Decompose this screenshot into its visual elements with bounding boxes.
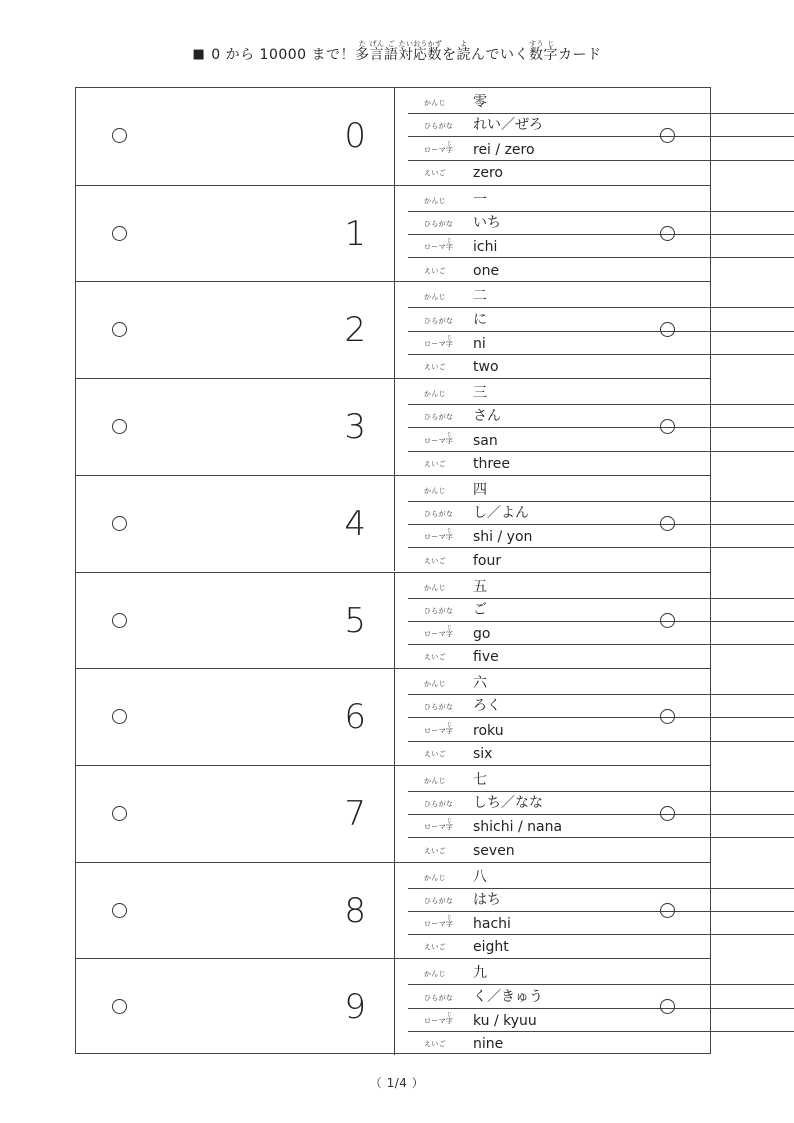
label-romaji-ji [445, 625, 454, 639]
field-hiragana [408, 308, 794, 332]
label-romaji-base: ローマ [424, 145, 446, 154]
ruby-base: 数 [427, 47, 443, 63]
ruby-base: 字 [445, 436, 454, 445]
field-value-hiragana: に [473, 311, 487, 328]
field-kanji [408, 381, 794, 405]
ruby-text: じ [445, 818, 454, 825]
title-char [398, 40, 414, 63]
field-romaji [408, 234, 794, 258]
field-kanji [408, 671, 794, 695]
field-romaji [408, 1008, 794, 1032]
field-hiragana [408, 113, 794, 137]
ruby-base: 語 [384, 47, 399, 63]
field-value-hiragana: いち [473, 214, 501, 231]
title-suffix: カード [558, 47, 602, 63]
ruby-base: 字 [543, 47, 559, 63]
ruby-base: 読 [456, 47, 472, 63]
ruby-base: 数 [529, 47, 544, 63]
field-value-kanji: 七 [473, 771, 487, 788]
field-kanji [408, 90, 794, 114]
field-value-english: seven [473, 842, 515, 859]
field-hiragana [408, 791, 794, 815]
field-label-kanji: かんじ [424, 390, 446, 399]
field-label-romaji [424, 238, 453, 252]
title-char [442, 47, 457, 63]
label-romaji-base: ローマ [424, 243, 446, 252]
card-front [76, 959, 395, 1055]
ruby-base: 対 [398, 47, 414, 63]
field-hiragana [408, 211, 794, 235]
card-front [76, 379, 395, 475]
field-kanji [408, 284, 794, 308]
card-row [76, 958, 710, 1055]
punch-hole-icon [112, 516, 127, 531]
field-label-hiragana: ひらがな [424, 413, 454, 422]
punch-hole-icon [112, 709, 127, 724]
field-value-kanji: 九 [473, 965, 487, 982]
field-label-romaji [424, 625, 453, 639]
field-romaji [408, 911, 794, 935]
field-hiragana [408, 888, 794, 912]
label-romaji-base: ローマ [424, 436, 446, 445]
field-label-romaji [424, 818, 453, 832]
field-english [408, 741, 794, 764]
field-label-romaji [424, 528, 453, 542]
punch-hole-icon [112, 806, 127, 821]
field-value-romaji: ku / kyuu [473, 1012, 537, 1029]
card-row [76, 475, 710, 572]
field-kanji [408, 478, 794, 502]
field-label-english: えいご [424, 556, 446, 565]
field-label-hiragana: ひらがな [424, 896, 454, 905]
field-label-hiragana: ひらがな [424, 122, 454, 131]
card-front [76, 186, 395, 282]
field-label-romaji [424, 722, 453, 736]
field-kanji [408, 865, 794, 889]
ruby-text: げん [369, 40, 385, 48]
field-label-hiragana: ひらがな [424, 219, 454, 228]
punch-hole-icon [660, 419, 675, 434]
label-romaji-base: ローマ [424, 726, 446, 735]
field-value-kanji: 二 [473, 288, 487, 305]
field-value-hiragana: ご [473, 601, 487, 618]
field-kanji [408, 768, 794, 792]
field-romaji [408, 814, 794, 838]
label-romaji-base: ローマ [424, 339, 446, 348]
field-label-hiragana: ひらがな [424, 606, 454, 615]
field-value-english: three [473, 455, 511, 472]
field-romaji [408, 428, 794, 452]
card-row [76, 572, 710, 669]
ruby-base: 字 [445, 823, 454, 832]
card-numeral: 8 [344, 890, 366, 931]
ruby-base: 字 [445, 533, 454, 542]
title-char [529, 40, 544, 63]
field-value-kanji: 六 [473, 675, 487, 692]
card-numeral: 7 [344, 793, 366, 834]
field-label-kanji: かんじ [424, 776, 446, 785]
field-romaji [408, 524, 794, 548]
card-numeral: 9 [344, 987, 366, 1028]
field-value-english: five [473, 649, 499, 666]
field-label-english: えいご [424, 459, 446, 468]
ruby-text: じ [445, 1011, 454, 1018]
field-value-kanji: 一 [473, 191, 487, 208]
punch-hole-icon [660, 903, 675, 918]
card-row [76, 185, 710, 282]
field-kanji [408, 961, 794, 985]
card-row [76, 765, 710, 862]
label-romaji-base: ローマ [424, 823, 446, 832]
ruby-base: を [442, 47, 457, 63]
punch-hole-icon [660, 226, 675, 241]
ruby-base: 言 [369, 47, 385, 63]
card-numeral: 0 [344, 116, 366, 156]
title-prefix: 0 から 10000 まで！ [211, 47, 356, 63]
field-value-romaji: rei / zero [473, 141, 535, 158]
field-english [408, 934, 794, 957]
field-english [408, 160, 794, 183]
field-label-english: えいご [424, 653, 446, 662]
punch-hole-icon [112, 322, 127, 337]
title-ruby-group-2 [428, 40, 472, 64]
title-char [427, 40, 443, 63]
label-romaji-ji [445, 140, 454, 154]
card-front [76, 863, 395, 959]
punch-hole-icon [112, 128, 127, 143]
field-value-hiragana: さん [473, 408, 501, 425]
ruby-base: 多 [355, 47, 370, 63]
card-front [76, 573, 395, 669]
field-value-english: eight [473, 939, 509, 956]
card-row [76, 668, 710, 765]
title-ruby-group [355, 40, 428, 64]
field-label-english: えいご [424, 1040, 446, 1049]
field-label-kanji: かんじ [424, 680, 446, 689]
label-romaji-base: ローマ [424, 533, 446, 542]
ruby-base: 字 [445, 243, 454, 252]
label-romaji-ji [445, 721, 454, 735]
field-romaji [408, 621, 794, 645]
field-label-kanji: かんじ [424, 970, 446, 979]
ruby-text: じ [445, 431, 454, 438]
label-romaji-ji [445, 818, 454, 832]
field-label-english: えいご [424, 750, 446, 759]
field-value-english: one [473, 262, 500, 279]
field-english [408, 451, 794, 474]
ruby-text: たい [398, 40, 414, 48]
ruby-text: じ [445, 528, 454, 535]
card-row [76, 281, 710, 378]
field-hiragana [408, 694, 794, 718]
ruby-text: よ [456, 40, 472, 48]
ruby-base: 字 [445, 339, 454, 348]
title-char [543, 40, 559, 63]
field-label-romaji [424, 915, 453, 929]
field-label-hiragana: ひらがな [424, 316, 454, 325]
field-label-romaji [424, 335, 453, 349]
title-char [456, 40, 472, 63]
label-romaji-ji [445, 431, 454, 445]
field-value-english: nine [473, 1036, 504, 1053]
ruby-base: 字 [445, 1016, 454, 1025]
ruby-base: 字 [445, 726, 454, 735]
field-english [408, 1031, 794, 1054]
ruby-base: 字 [445, 630, 454, 639]
field-label-kanji: かんじ [424, 99, 446, 107]
card-row [76, 862, 710, 959]
card-front [76, 766, 395, 862]
field-value-english: four [473, 552, 502, 569]
field-value-kanji: 八 [473, 868, 487, 885]
title-ruby-group-3 [529, 40, 558, 64]
punch-hole-icon [112, 613, 127, 628]
field-label-english: えいご [424, 168, 446, 177]
field-value-kanji: 五 [473, 578, 487, 595]
field-value-hiragana: し／よん [473, 505, 529, 522]
punch-hole-icon [112, 903, 127, 918]
card-numeral: 1 [344, 213, 366, 254]
label-romaji-ji [445, 334, 454, 348]
page-title [0, 30, 794, 64]
ruby-text: じ [445, 721, 454, 728]
title-mid: んでいく [471, 47, 530, 63]
field-value-kanji: 三 [473, 385, 487, 402]
title-char [413, 40, 428, 63]
card-numeral: 3 [344, 407, 366, 448]
ruby-base: 字 [445, 145, 454, 154]
label-romaji-ji [445, 528, 454, 542]
field-label-kanji: かんじ [424, 873, 446, 882]
field-label-english: えいご [424, 943, 446, 952]
ruby-base: 応 [413, 47, 428, 63]
field-english [408, 354, 794, 377]
field-hiragana [408, 598, 794, 622]
label-romaji-base: ローマ [424, 1016, 446, 1025]
field-value-romaji: roku [473, 722, 504, 739]
field-value-hiragana: く／きゅう [473, 988, 543, 1005]
field-label-kanji: かんじ [424, 486, 446, 495]
field-label-english: えいご [424, 266, 446, 275]
field-romaji [408, 718, 794, 742]
card-row [76, 378, 710, 475]
cards-table [75, 87, 711, 1054]
field-value-romaji: hachi [473, 916, 511, 933]
punch-hole-icon [660, 613, 675, 628]
field-label-hiragana: ひらがな [424, 703, 454, 712]
field-value-english: two [473, 359, 499, 376]
field-value-romaji: shichi / nana [473, 819, 563, 836]
field-label-romaji [424, 141, 453, 155]
field-romaji [408, 331, 794, 355]
field-label-hiragana: ひらがな [424, 993, 454, 1002]
card-front [76, 669, 395, 765]
field-value-romaji: ni [473, 335, 486, 352]
field-label-romaji [424, 1012, 453, 1026]
title-char [369, 40, 385, 63]
field-hiragana [408, 501, 794, 525]
field-label-kanji: かんじ [424, 583, 446, 592]
field-hiragana [408, 404, 794, 428]
page-number: （ 1/4 ） [369, 1076, 425, 1090]
card-numeral: 4 [344, 503, 366, 544]
ruby-text: じ [445, 238, 454, 245]
field-kanji [408, 575, 794, 599]
card-front [76, 88, 395, 185]
field-english [408, 838, 794, 861]
card-front [76, 282, 395, 378]
label-romaji-ji [445, 915, 454, 929]
ruby-text: ご [384, 40, 399, 48]
field-kanji [408, 188, 794, 212]
card-row [76, 88, 710, 185]
label-romaji-base: ローマ [424, 920, 446, 929]
card-numeral: 2 [344, 310, 366, 351]
ruby-text: じ [543, 40, 559, 48]
field-english [408, 644, 794, 667]
field-value-romaji: san [473, 432, 498, 449]
ruby-text: じ [445, 140, 454, 147]
punch-hole-icon [112, 419, 127, 434]
title-char [384, 40, 399, 63]
field-value-hiragana: はち [473, 891, 501, 908]
punch-hole-icon [112, 999, 127, 1014]
field-value-english: zero [473, 164, 503, 181]
punch-hole-icon [660, 806, 675, 821]
card-numeral: 6 [344, 697, 366, 738]
ruby-text: おう [413, 40, 428, 48]
field-english [408, 548, 794, 571]
field-value-hiragana: ろく [473, 698, 501, 715]
title-char [355, 40, 370, 63]
card-numeral: 5 [344, 600, 366, 641]
field-value-romaji: go [473, 626, 491, 643]
field-hiragana [408, 985, 794, 1009]
field-value-romaji: shi / yon [473, 529, 533, 546]
field-value-hiragana: しち／なな [473, 795, 543, 812]
ruby-text: すう [529, 40, 544, 48]
punch-hole-icon [112, 226, 127, 241]
field-label-english: えいご [424, 363, 446, 372]
punch-hole-icon [660, 128, 675, 143]
ruby-text: かず [427, 40, 443, 48]
field-label-kanji: かんじ [424, 293, 446, 302]
card-front [76, 476, 395, 572]
field-value-english: six [473, 746, 493, 763]
label-romaji-ji [445, 238, 454, 252]
field-value-romaji: ichi [473, 239, 498, 256]
ruby-text: じ [445, 915, 454, 922]
label-romaji-base: ローマ [424, 630, 446, 639]
field-label-hiragana: ひらがな [424, 510, 454, 519]
punch-hole-icon [660, 516, 675, 531]
field-value-hiragana: れい／ぜろ [473, 117, 543, 134]
ruby-text: た [355, 40, 370, 48]
ruby-text: じ [445, 625, 454, 632]
label-romaji-ji [445, 1011, 454, 1025]
field-label-romaji [424, 432, 453, 446]
field-romaji [408, 137, 794, 161]
field-label-english: えいご [424, 846, 446, 855]
square-icon: ■ [192, 47, 206, 62]
ruby-base: 字 [445, 920, 454, 929]
field-value-kanji: 四 [473, 481, 487, 498]
field-value-kanji: 零 [473, 94, 487, 110]
field-label-kanji: かんじ [424, 196, 446, 205]
ruby-text: じ [445, 334, 454, 341]
field-english [408, 258, 794, 281]
field-label-hiragana: ひらがな [424, 800, 454, 809]
